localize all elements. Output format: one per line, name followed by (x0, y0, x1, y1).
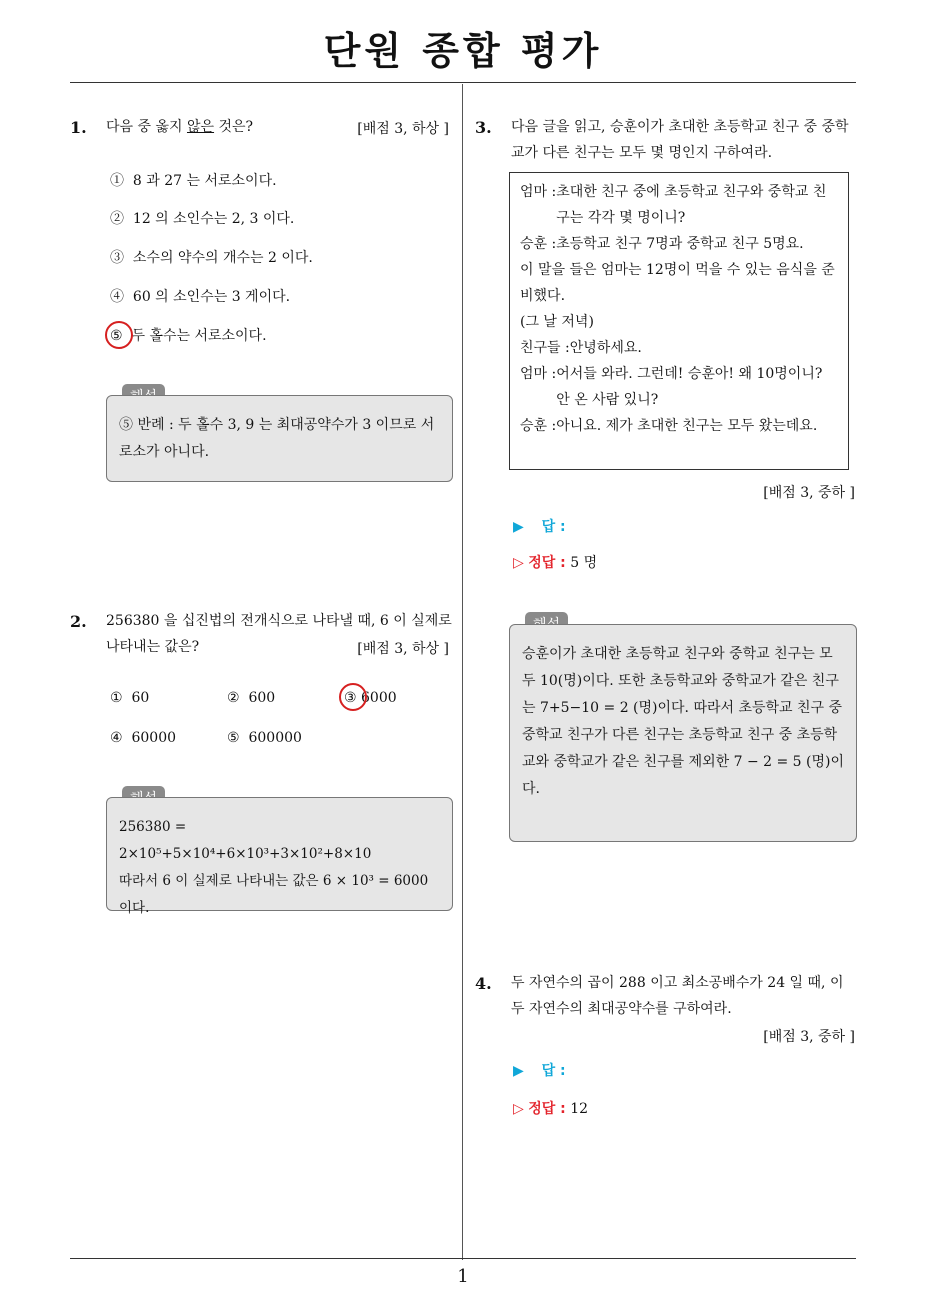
choice-5-selected[interactable] (110, 326, 267, 346)
answer-row (513, 1060, 566, 1080)
question-text-part: 것은? (214, 119, 254, 135)
solution-box (106, 395, 453, 482)
bottom-rule (70, 1258, 856, 1259)
choice-mark: ⑤ (110, 328, 123, 344)
choice-text: 600 (248, 690, 276, 706)
solution-box (509, 624, 857, 842)
dialog-text: 초대한 친구 중에 초등학교 친구와 중학교 친구는 각각 몇 명이니? (556, 184, 827, 226)
choice-4[interactable] (110, 728, 176, 748)
column-divider (462, 84, 463, 1260)
dialog-speaker: 엄마 : (520, 366, 557, 382)
question-text: 256380 을 십진법의 전개식으로 나타낼 때, 6 이 실제로 나타내는 값은? (106, 613, 452, 655)
choice-mark: ① (110, 690, 123, 706)
choice-1[interactable] (110, 171, 277, 191)
dialog-text: 아니요. 제가 초대한 친구는 모두 왔는데요. (556, 418, 818, 434)
dialog-line (520, 335, 838, 361)
choice-mark: ⑤ (227, 730, 240, 746)
choice-text: 60 의 소인수는 3 게이다. (132, 289, 291, 305)
question-number: 2. (70, 612, 87, 631)
dialog-line (520, 257, 838, 309)
question-number: 1. (70, 118, 87, 137)
score-label: [배점 3, 중하 ] (763, 1029, 855, 1045)
correct-value: 5 명 (570, 555, 598, 571)
question-text-underlined: 않은 (186, 119, 215, 135)
choice-mark: ② (110, 211, 124, 227)
choice-text: 60000 (131, 730, 177, 746)
solution-text: 승훈이가 초대한 초등학교 친구와 중학교 친구는 모두 10(명)이다. 또한 초등학교와 중학교가 같은 친구는 7+5−10 = 2 (명)이다. 따라서 초등학교 친구 중 중학교 친구가 다른 친구는 초등학교 친구 중 초등학교와 중학교가 같은 친구를 제외한 7 − 2 = 5 (명)이다. (522, 646, 844, 797)
dialog-text: 이 말을 들은 엄마는 12명이 먹을 수 있는 음식을 준비했다. (520, 262, 835, 304)
choice-text: 12 의 소인수는 2, 3 이다. (132, 211, 295, 227)
choice-mark: ③ (344, 690, 357, 706)
top-rule (70, 82, 856, 83)
dialog-line (520, 413, 838, 439)
choice-5[interactable] (227, 728, 302, 748)
choice-text: 8 과 27 는 서로소이다. (132, 173, 277, 189)
dialog-line (520, 309, 838, 335)
dialog-speaker: 엄마 : (520, 184, 557, 200)
choice-3[interactable] (110, 248, 313, 268)
choice-2[interactable] (227, 688, 275, 708)
dialog-text: 어서들 와라. 그런데! 승훈아! 왜 10명이니? 안 온 사람 있니? (556, 366, 823, 408)
page-number: 1 (457, 1266, 469, 1287)
dialog-text: 초등학교 친구 7명과 중학교 친구 5명요. (556, 236, 804, 252)
correct-label: 정답 : (528, 1101, 566, 1117)
dialog-line (520, 179, 838, 231)
dialog-text: 안녕하세요. (569, 340, 642, 356)
choice-text: 60 (131, 690, 150, 706)
dialog-line (520, 231, 838, 257)
choice-text: 두 홀수는 서로소이다. (131, 328, 267, 344)
selected-answer-circle-icon (110, 326, 123, 346)
solution-text: 따라서 6 이 실제로 나타내는 값은 6 × 10³ = 6000 이다. (119, 873, 429, 916)
answer-label: 답 : (541, 519, 566, 535)
dialog-speaker: 승훈 : (520, 418, 557, 434)
solution-box (106, 797, 453, 916)
correct-value: 12 (570, 1101, 589, 1117)
solution-text: ⑤ 반례 : 두 홀수 3, 9 는 최대공약수가 3 이므로 서로소가 아니다. (119, 417, 435, 460)
solution-formula: 256380 = 2×10⁵+5×10⁴+6×10³+3×10²+8×10 (119, 819, 372, 862)
score-label: [배점 3, 중하 ] (763, 485, 855, 501)
choice-4[interactable] (110, 287, 290, 307)
choice-mark: ① (110, 173, 124, 189)
answer-label: 답 : (541, 1063, 566, 1079)
choice-3-selected[interactable] (344, 688, 397, 708)
question-text: 다음 글을 읽고, 승훈이가 초대한 초등학교 친구 중 중학교가 다른 친구는 모두 몇 명인지 구하여라. (511, 119, 849, 161)
selected-answer-circle-icon (344, 688, 357, 708)
choice-mark: ④ (110, 289, 124, 305)
question-text-part: 다음 중 옳지 (106, 119, 187, 135)
question-text: 두 자연수의 곱이 288 이고 최소공배수가 24 일 때, 이 두 자연수의 최대공약수를 구하여라. (511, 975, 844, 1017)
score-label: [배점 3, 하상 ] (357, 641, 449, 657)
play-triangle-icon: ▶ (513, 519, 524, 535)
question-number: 3. (475, 118, 492, 137)
choice-text: 소수의 약수의 개수는 2 이다. (132, 250, 313, 266)
question-text (106, 114, 253, 140)
correct-answer-row (513, 1098, 588, 1118)
dialog-speaker: 친구들 : (520, 340, 570, 356)
score-label: [배점 3, 하상 ] (357, 121, 449, 137)
choice-1[interactable] (110, 688, 149, 708)
choice-mark: ② (227, 690, 240, 706)
choice-text: 6000 (361, 690, 397, 706)
choice-mark: ④ (110, 730, 123, 746)
outline-triangle-icon: ▷ (513, 1101, 524, 1117)
dialog-speaker: 승훈 : (520, 236, 557, 252)
question-number: 4. (475, 974, 492, 993)
correct-answer-row (513, 552, 597, 572)
page-title: 단원 종합 평가 (323, 29, 603, 73)
dialog-text: (그 날 저녁) (520, 314, 594, 330)
choice-2[interactable] (110, 209, 294, 229)
outline-triangle-icon: ▷ (513, 555, 524, 571)
answer-row (513, 516, 566, 536)
play-triangle-icon: ▶ (513, 1063, 524, 1079)
choice-text: 600000 (248, 730, 302, 746)
dialog-box (509, 172, 849, 470)
choice-mark: ③ (110, 250, 124, 266)
dialog-line (520, 361, 838, 413)
correct-label: 정답 : (528, 555, 566, 571)
